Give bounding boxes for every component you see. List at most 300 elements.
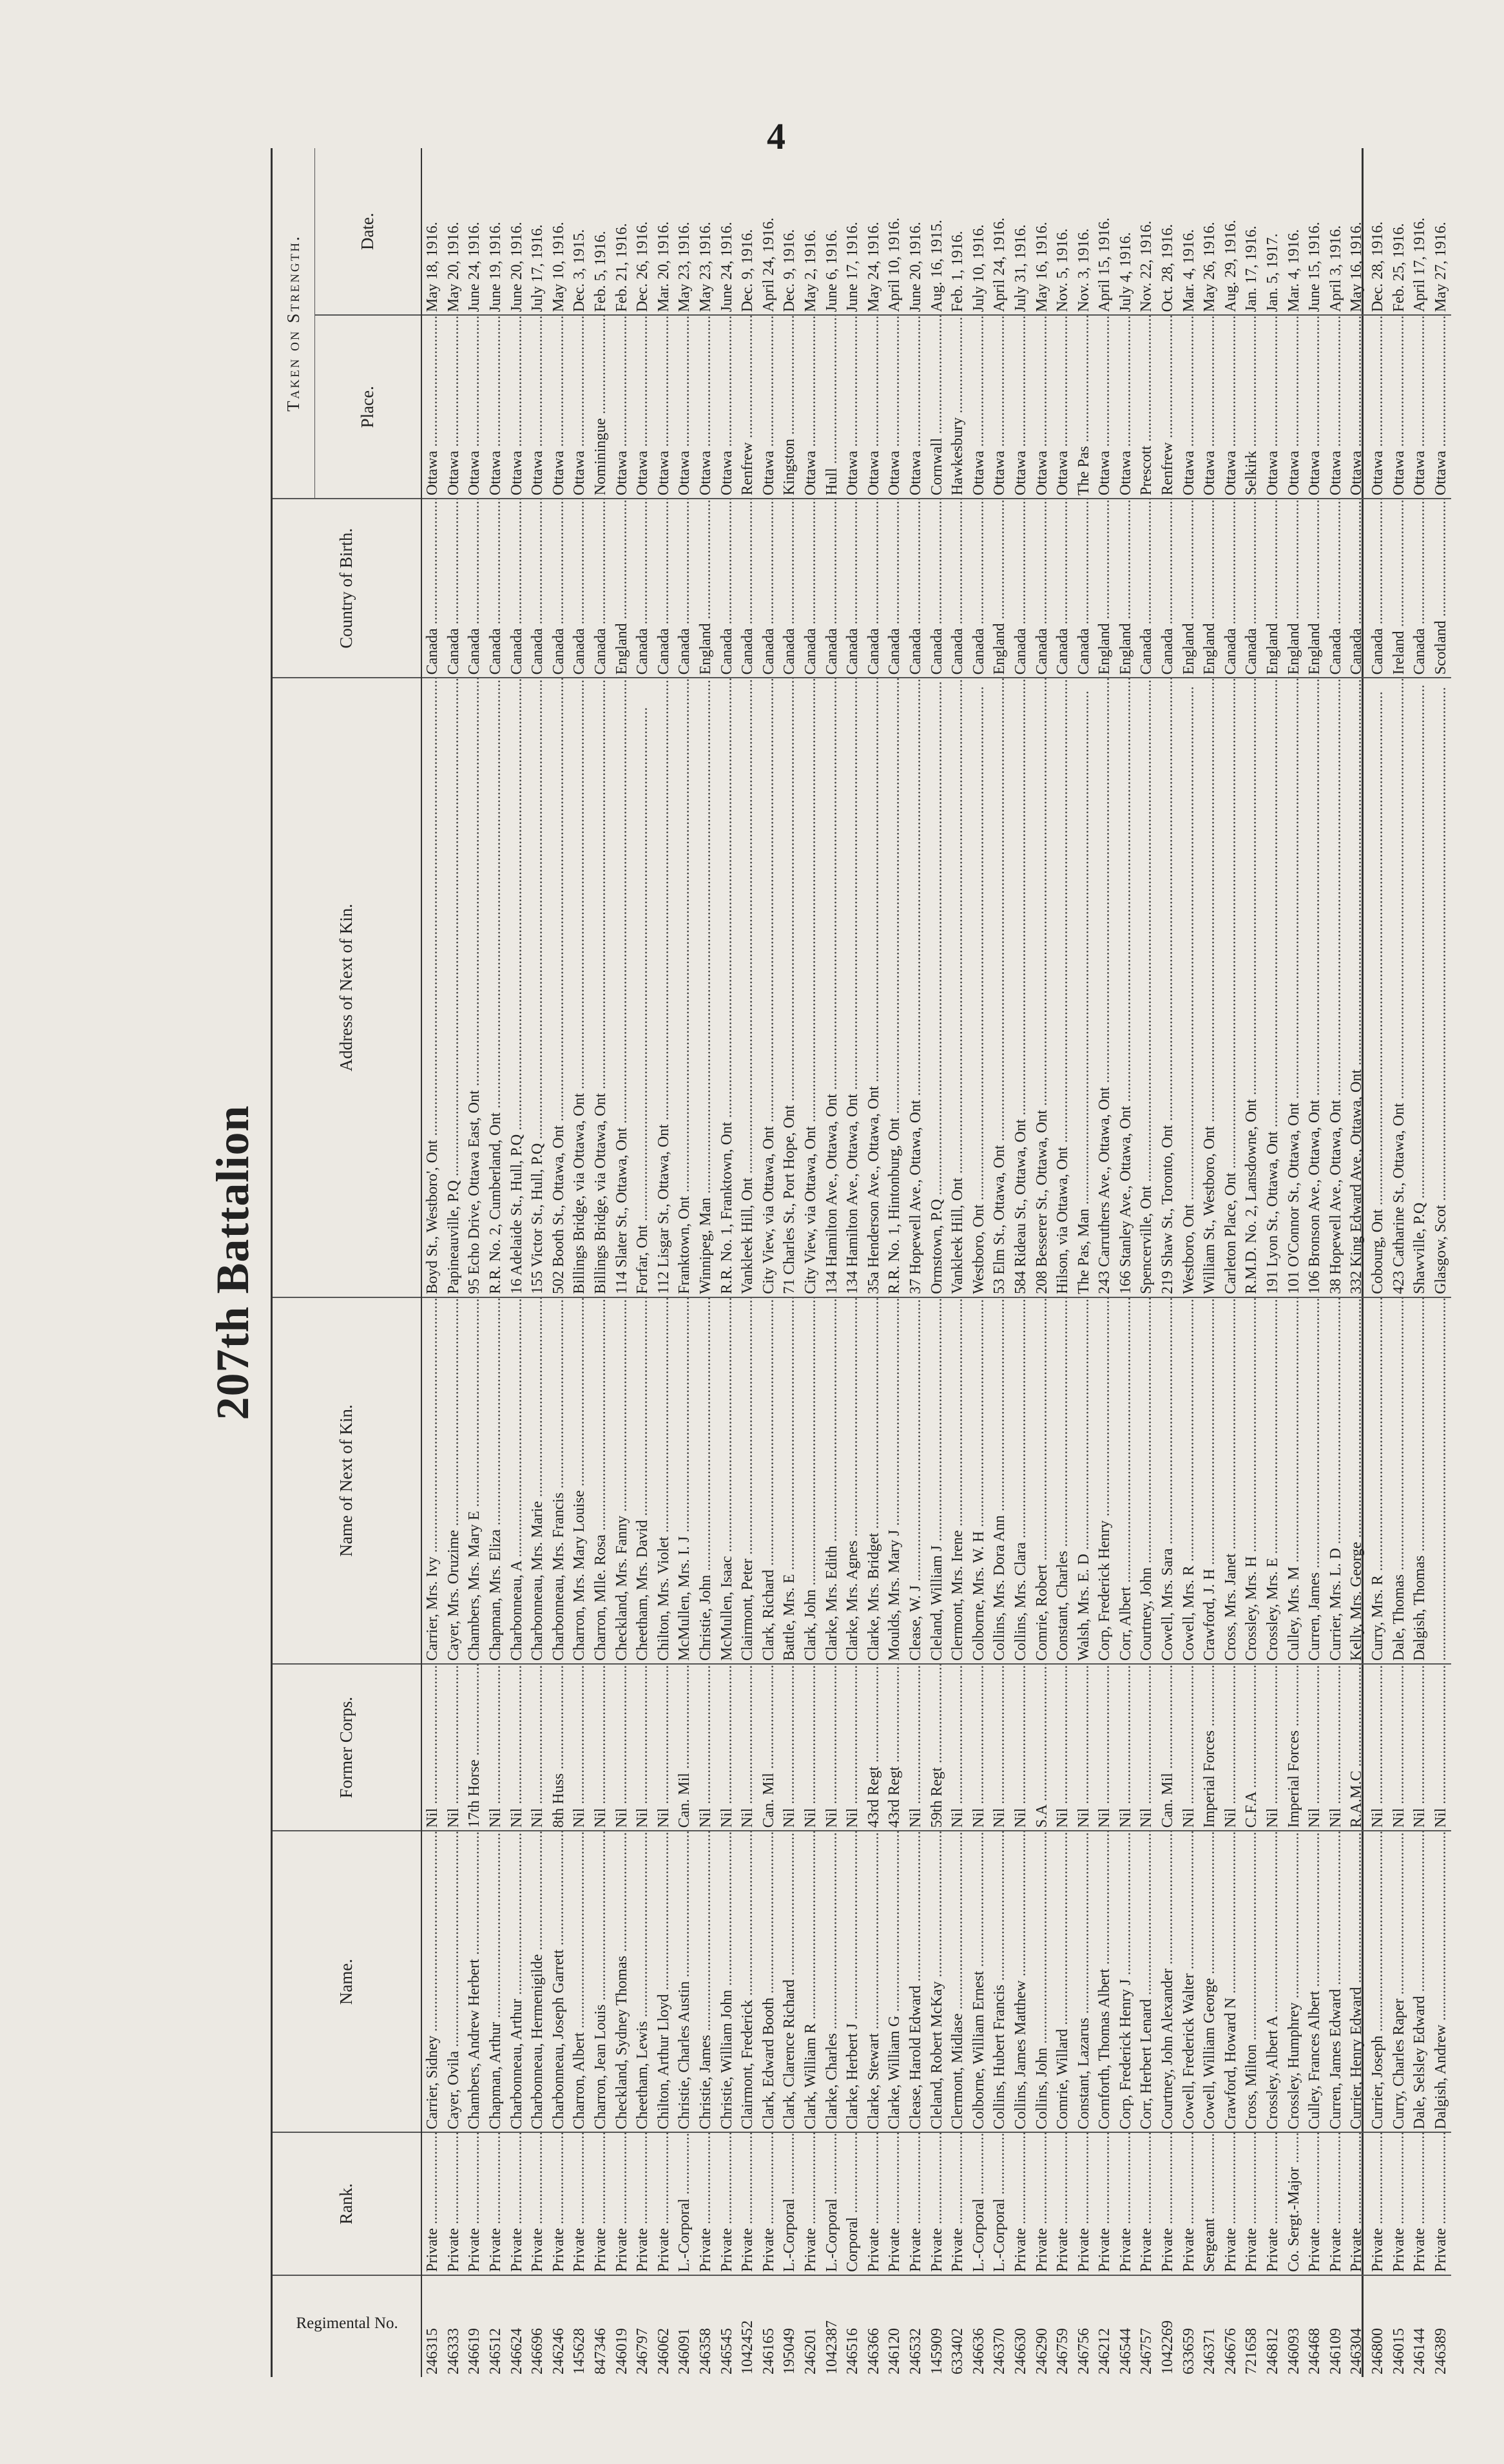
table-row bbox=[884, 148, 905, 2377]
cell-country: Canada ..... bbox=[884, 499, 905, 678]
cell-address: 114 Slater St., Ottawa, Ont ..... bbox=[611, 678, 632, 1297]
cell-place: Ottawa ..... bbox=[695, 315, 717, 499]
table-row bbox=[1304, 148, 1326, 2377]
cell-rank: Private ..... bbox=[758, 2133, 780, 2275]
cell-place: Ottawa ..... bbox=[1115, 315, 1137, 499]
header-date: Date. bbox=[315, 148, 421, 315]
cell-address: 191 Lyon St., Ottawa, Ont ..... bbox=[1262, 678, 1284, 1297]
cell-name: Comrie, Willard ..... bbox=[1052, 1831, 1074, 2132]
table-row bbox=[842, 148, 863, 2377]
cell-former-corps: 59th Regt ..... bbox=[926, 1664, 947, 1831]
cell-date: April 17, 1916. bbox=[1411, 217, 1429, 312]
cell-regimental-no: 246619 bbox=[464, 2275, 485, 2377]
cell-address: 106 Bronson Ave., Ottawa, Ont ..... bbox=[1304, 678, 1326, 1297]
cell-rank: Private ..... bbox=[884, 2133, 905, 2275]
cell-name: Collins, James Matthew ..... bbox=[1010, 1831, 1032, 2132]
cell-next-of-kin: Collins, Mrs. Clara ..... bbox=[1010, 1297, 1032, 1664]
cell-next-of-kin: Charbonneau, Mrs. Francis ..... bbox=[548, 1297, 570, 1664]
cell-regimental-no: 246091 bbox=[674, 2275, 695, 2377]
cell-former-corps: Imperial Forces ..... bbox=[1283, 1664, 1304, 1831]
cell-former-corps: Nil ..... bbox=[1367, 1664, 1389, 1831]
cell-address: 71 Charles St., Port Hope, Ont ..... bbox=[779, 678, 800, 1297]
cell-name: Chapman, Arthur ..... bbox=[485, 1831, 506, 2132]
cell-next-of-kin: Cowell, Mrs. Sara ..... bbox=[1157, 1297, 1179, 1664]
cell-address: Vankleek Hill, Ont ..... bbox=[737, 678, 758, 1297]
cell-rank: Private ..... bbox=[1178, 2133, 1199, 2275]
cell-date: June 17, 1916. bbox=[844, 222, 862, 312]
cell-rank: Private ..... bbox=[1220, 2133, 1242, 2275]
cell-date: May 27, 1916. bbox=[1432, 222, 1449, 312]
cell-place: Ottawa ..... bbox=[485, 315, 506, 499]
cell-date: July 31, 1916. bbox=[1012, 224, 1029, 312]
cell-former-corps: Nil ..... bbox=[1178, 1664, 1199, 1831]
header-regimental-no: Regimental No. bbox=[273, 2275, 421, 2377]
cell-address: Billings Bridge, via Ottawa, Ont ..... bbox=[569, 678, 590, 1297]
cell-address: 101 O'Connor St., Ottawa, Ont ..... bbox=[1283, 678, 1304, 1297]
cell-name: Clark, Edward Booth ..... bbox=[758, 1831, 780, 2132]
cell-regimental-no: 246696 bbox=[527, 2275, 548, 2377]
cell-former-corps: Nil ..... bbox=[506, 1664, 527, 1831]
cell-place: Ottawa ..... bbox=[800, 315, 822, 499]
cell-place: Nominingue ..... bbox=[590, 315, 612, 499]
cell-address: Westboro, Ont ..... bbox=[1178, 678, 1199, 1297]
cell-former-corps: Nil ..... bbox=[989, 1664, 1010, 1831]
cell-country: Ireland ..... bbox=[1388, 499, 1409, 678]
cell-country: Canada ..... bbox=[905, 499, 927, 678]
cell-address: Vankleek Hill, Ont ..... bbox=[947, 678, 969, 1297]
cell-name: Curry, Charles Raper ..... bbox=[1388, 1831, 1409, 2132]
cell-place: The Pas ..... bbox=[1073, 315, 1094, 499]
cell-name: Clarke, William G ..... bbox=[884, 1831, 905, 2132]
cell-address: Ormstown, P.Q ..... bbox=[926, 678, 947, 1297]
cell-address: 243 Carruthers Ave., Ottawa, Ont ..... bbox=[1094, 678, 1115, 1297]
cell-country: England ..... bbox=[1094, 499, 1115, 678]
cell-name: Courtney, John Alexander ..... bbox=[1157, 1831, 1179, 2132]
cell-date: May 2, 1916. bbox=[802, 229, 819, 312]
cell-name: Clark, Clarence Richard ..... bbox=[779, 1831, 800, 2132]
cell-date: June 24, 1916. bbox=[466, 222, 483, 312]
cell-name: Culley, Frances Albert ..... bbox=[1304, 1831, 1326, 2132]
cell-rank: Private ..... bbox=[527, 2133, 548, 2275]
cell-next-of-kin: Cayer, Mrs. Oruzime ..... bbox=[443, 1297, 465, 1664]
cell-date: April 10, 1916. bbox=[886, 217, 903, 312]
cell-former-corps: Nil ..... bbox=[1431, 1664, 1452, 1831]
cell-rank: L.-Corporal ..... bbox=[968, 2133, 989, 2275]
cell-date: May 26, 1916. bbox=[1201, 222, 1219, 312]
cell-place: Ottawa ..... bbox=[527, 315, 548, 499]
cell-rank: L.-Corporal ..... bbox=[821, 2133, 842, 2275]
roster-table bbox=[273, 148, 1451, 2377]
cell-country: Canada ..... bbox=[421, 499, 443, 678]
cell-country: Canada ..... bbox=[947, 499, 969, 678]
cell-place: Ottawa ..... bbox=[464, 315, 485, 499]
cell-regimental-no: 246304 bbox=[1346, 2275, 1367, 2377]
cell-country: Canada ..... bbox=[1157, 499, 1179, 678]
cell-country: Canada ..... bbox=[716, 499, 737, 678]
cell-name: Crossley, Humphrey ..... bbox=[1283, 1831, 1304, 2132]
cell-country: England ..... bbox=[989, 499, 1010, 678]
table-row bbox=[1157, 148, 1179, 2377]
cell-name: Charron, Albert ..... bbox=[569, 1831, 590, 2132]
table-row bbox=[947, 148, 969, 2377]
cell-place: Ottawa ..... bbox=[1326, 315, 1347, 499]
cell-former-corps: Nil ..... bbox=[632, 1664, 653, 1831]
cell-country: Canada ..... bbox=[632, 499, 653, 678]
cell-place: Ottawa ..... bbox=[968, 315, 989, 499]
cell-rank: Co. Sergt.-Major ..... bbox=[1283, 2133, 1304, 2275]
cell-rank: Private ..... bbox=[1241, 2133, 1262, 2275]
cell-next-of-kin: Battle, Mrs. E ..... bbox=[779, 1297, 800, 1664]
table-row bbox=[989, 148, 1010, 2377]
cell-country: Canada ..... bbox=[863, 499, 884, 678]
table-row bbox=[821, 148, 842, 2377]
cell-name: Christie, Charles Austin ..... bbox=[674, 1831, 695, 2132]
cell-country: England ..... bbox=[695, 499, 717, 678]
cell-regimental-no: 246759 bbox=[1052, 2275, 1074, 2377]
cell-rank: Private ..... bbox=[548, 2133, 570, 2275]
cell-address: City View, via Ottawa, Ont ..... bbox=[758, 678, 780, 1297]
cell-date: Jan. 17, 1916. bbox=[1243, 225, 1260, 312]
cell-name: Charbonneau, Hermenigilde ..... bbox=[527, 1831, 548, 2132]
cell-country: Canada ..... bbox=[1073, 499, 1094, 678]
cell-former-corps: Nil ..... bbox=[1052, 1664, 1074, 1831]
cell-country: Canada ..... bbox=[737, 499, 758, 678]
cell-country: Canada ..... bbox=[758, 499, 780, 678]
cell-rank: Private ..... bbox=[421, 2133, 443, 2275]
page-number: 4 bbox=[767, 115, 786, 157]
table-row bbox=[968, 148, 989, 2377]
cell-name: Corr, Herbert Lenard ..... bbox=[1136, 1831, 1157, 2132]
cell-regimental-no: 246797 bbox=[632, 2275, 653, 2377]
cell-former-corps: Nil ..... bbox=[1409, 1664, 1431, 1831]
cell-address: Franktown, Ont ..... bbox=[674, 678, 695, 1297]
cell-next-of-kin: Chambers, Mrs. Mary E ..... bbox=[464, 1297, 485, 1664]
cell-rank: Private ..... bbox=[1010, 2133, 1032, 2275]
cell-next-of-kin: Clark, John ..... bbox=[800, 1297, 822, 1664]
cell-former-corps: 17th Horse ..... bbox=[464, 1664, 485, 1831]
cell-place: Selkirk ..... bbox=[1241, 315, 1262, 499]
cell-rank: Private ..... bbox=[485, 2133, 506, 2275]
cell-name: Charbonneau, Joseph Garrett ..... bbox=[548, 1831, 570, 2132]
cell-country: Canada ..... bbox=[1220, 499, 1242, 678]
cell-regimental-no: 246212 bbox=[1094, 2275, 1115, 2377]
table-row bbox=[590, 148, 612, 2377]
cell-name: Crossley, Albert A ..... bbox=[1262, 1831, 1284, 2132]
table-row bbox=[800, 148, 822, 2377]
table-row bbox=[1199, 148, 1220, 2377]
cell-address: Glasgow, Scot ..... bbox=[1431, 678, 1452, 1297]
cell-country: Canada ..... bbox=[506, 499, 527, 678]
cell-country: Canada ..... bbox=[485, 499, 506, 678]
cell-former-corps: 8th Huss ..... bbox=[548, 1664, 570, 1831]
cell-name: Crawford, Howard N ..... bbox=[1220, 1831, 1242, 2132]
cell-regimental-no: 246093 bbox=[1283, 2275, 1304, 2377]
cell-next-of-kin: Dalgish, Thomas ..... bbox=[1409, 1297, 1431, 1664]
cell-date: Nov. 5, 1916. bbox=[1054, 228, 1072, 312]
cell-place: Hull ..... bbox=[821, 315, 842, 499]
cell-country: England ..... bbox=[1115, 499, 1137, 678]
cell-former-corps: Nil ..... bbox=[800, 1664, 822, 1831]
cell-former-corps: Nil ..... bbox=[1304, 1664, 1326, 1831]
cell-name: Clarke, Stewart ..... bbox=[863, 1831, 884, 2132]
cell-date: April 24, 1916. bbox=[991, 217, 1008, 312]
cell-place: Ottawa ..... bbox=[1178, 315, 1199, 499]
cell-regimental-no: 246333 bbox=[443, 2275, 465, 2377]
cell-date: May 10, 1916. bbox=[550, 222, 567, 312]
table-row bbox=[1388, 148, 1409, 2377]
cell-date: Nov. 3, 1916. bbox=[1075, 228, 1092, 312]
cell-date: June 6, 1916. bbox=[823, 229, 840, 312]
cell-rank: Private ..... bbox=[737, 2133, 758, 2275]
table-row bbox=[1136, 148, 1157, 2377]
cell-former-corps: Nil ..... bbox=[569, 1664, 590, 1831]
cell-address: 155 Victor St., Hull, P.Q ..... bbox=[527, 678, 548, 1297]
cell-date: Dec. 9, 1916. bbox=[739, 229, 757, 312]
page-title: 207th Battalion bbox=[207, 1105, 258, 1420]
cell-country: Canada ..... bbox=[674, 499, 695, 678]
cell-former-corps: Nil ..... bbox=[611, 1664, 632, 1831]
cell-rank: Private ..... bbox=[695, 2133, 717, 2275]
cell-rank: Private ..... bbox=[464, 2133, 485, 2275]
cell-address: Cobourg, Ont ..... bbox=[1367, 678, 1389, 1297]
cell-address: 134 Hamilton Ave., Ottawa, Ont ..... bbox=[842, 678, 863, 1297]
cell-country: Canada ..... bbox=[464, 499, 485, 678]
cell-regimental-no: 246676 bbox=[1220, 2275, 1242, 2377]
cell-former-corps: Can. Mil ..... bbox=[674, 1664, 695, 1831]
table-row bbox=[1367, 148, 1389, 2377]
cell-date: Dec. 9, 1916. bbox=[781, 229, 798, 312]
cell-rank: Private ..... bbox=[1262, 2133, 1284, 2275]
cell-next-of-kin: Cheetham, Mrs. David ..... bbox=[632, 1297, 653, 1664]
cell-next-of-kin: Cross, Mrs. Janet ..... bbox=[1220, 1297, 1242, 1664]
table-row bbox=[527, 148, 548, 2377]
cell-rank: Private ..... bbox=[1367, 2133, 1389, 2275]
cell-rank: Private ..... bbox=[632, 2133, 653, 2275]
cell-former-corps: Nil ..... bbox=[1326, 1664, 1347, 1831]
cell-country: Canada ..... bbox=[548, 499, 570, 678]
cell-name: Constant, Lazarus ..... bbox=[1073, 1831, 1094, 2132]
cell-name: Chambers, Andrew Herbert ..... bbox=[464, 1831, 485, 2132]
cell-next-of-kin: Colborne, Mrs. W. H ..... bbox=[968, 1297, 989, 1664]
cell-former-corps: Nil ..... bbox=[527, 1664, 548, 1831]
cell-next-of-kin: Corp, Frederick Henry ..... bbox=[1094, 1297, 1115, 1664]
cell-place: Ottawa ..... bbox=[1409, 315, 1431, 499]
cell-country: England ..... bbox=[1178, 499, 1199, 678]
cell-country: England ..... bbox=[1262, 499, 1284, 678]
cell-rank: Private ..... bbox=[1136, 2133, 1157, 2275]
cell-next-of-kin: Christie, John ..... bbox=[695, 1297, 717, 1664]
cell-regimental-no: 633659 bbox=[1178, 2275, 1199, 2377]
cell-regimental-no: 246144 bbox=[1409, 2275, 1431, 2377]
table-row bbox=[1031, 148, 1052, 2377]
cell-next-of-kin: Crossley, Mrs. E ..... bbox=[1262, 1297, 1284, 1664]
cell-country: Canada ..... bbox=[443, 499, 465, 678]
cell-rank: Private ..... bbox=[947, 2133, 969, 2275]
table-row bbox=[737, 148, 758, 2377]
cell-next-of-kin: McMullen, Isaac ..... bbox=[716, 1297, 737, 1664]
cell-next-of-kin bbox=[1431, 1297, 1452, 1664]
cell-rank: L.-Corporal ..... bbox=[779, 2133, 800, 2275]
cell-regimental-no: 246468 bbox=[1304, 2275, 1326, 2377]
cell-date: June 20, 1916. bbox=[508, 222, 525, 312]
cell-country: Canada ..... bbox=[821, 499, 842, 678]
cell-regimental-no: 721658 bbox=[1241, 2275, 1262, 2377]
cell-regimental-no: 246015 bbox=[1388, 2275, 1409, 2377]
cell-place: Ottawa ..... bbox=[842, 315, 863, 499]
cell-regimental-no: 246512 bbox=[485, 2275, 506, 2377]
header-name: Name. bbox=[273, 1831, 421, 2132]
cell-address: 16 Adelaide St., Hull, P.Q ..... bbox=[506, 678, 527, 1297]
cell-country: Canada ..... bbox=[569, 499, 590, 678]
table-row bbox=[1178, 148, 1199, 2377]
cell-next-of-kin: Charbonneau, Mrs. Marie ..... bbox=[527, 1297, 548, 1664]
cell-former-corps: Nil ..... bbox=[1073, 1664, 1094, 1831]
cell-place: Ottawa ..... bbox=[1031, 315, 1052, 499]
cell-address: 134 Hamilton Ave., Ottawa, Ont ..... bbox=[821, 678, 842, 1297]
cell-next-of-kin: Kelly, Mrs. George ..... bbox=[1346, 1297, 1367, 1664]
cell-country: Canada ..... bbox=[779, 499, 800, 678]
cell-regimental-no: 1042269 bbox=[1157, 2275, 1179, 2377]
cell-name: Curren, James Edward ..... bbox=[1326, 1831, 1347, 2132]
cell-next-of-kin: Curren, James ..... bbox=[1304, 1297, 1326, 1664]
cell-next-of-kin: Clark, Richard ..... bbox=[758, 1297, 780, 1664]
cell-name: Charbonneau, Arthur ..... bbox=[506, 1831, 527, 2132]
cell-date: Mar. 4, 1916. bbox=[1180, 229, 1197, 312]
cell-regimental-no: 246389 bbox=[1431, 2275, 1452, 2377]
cell-country: Canada ..... bbox=[1031, 499, 1052, 678]
cell-next-of-kin: McMullen, Mrs. I. J ..... bbox=[674, 1297, 695, 1664]
cell-regimental-no: 246366 bbox=[863, 2275, 884, 2377]
rotated-table-region bbox=[206, 148, 1449, 2377]
cell-place: Ottawa ..... bbox=[1094, 315, 1115, 499]
cell-next-of-kin: Chilton, Mrs. Violet ..... bbox=[653, 1297, 675, 1664]
cell-name: Cowell, Frederick Walter ..... bbox=[1178, 1831, 1199, 2132]
cell-place: Ottawa ..... bbox=[1010, 315, 1032, 499]
cell-former-corps: Nil ..... bbox=[653, 1664, 675, 1831]
cell-name: Cayer, Ovila ..... bbox=[443, 1831, 465, 2132]
table-row bbox=[1409, 148, 1431, 2377]
cell-former-corps: Nil ..... bbox=[737, 1664, 758, 1831]
cell-date: Aug. 29, 1916. bbox=[1222, 220, 1239, 312]
cell-name: Checkland, Sydney Thomas ..... bbox=[611, 1831, 632, 2132]
cell-place: Ottawa ..... bbox=[674, 315, 695, 499]
cell-regimental-no: 633402 bbox=[947, 2275, 969, 2377]
cell-regimental-no: 847346 bbox=[590, 2275, 612, 2377]
table-row bbox=[863, 148, 884, 2377]
cell-next-of-kin: Clairmont, Peter ..... bbox=[737, 1297, 758, 1664]
cell-rank: Private ..... bbox=[1052, 2133, 1074, 2275]
cell-address: R.R. No. 1, Hintonburg, Ont ..... bbox=[884, 678, 905, 1297]
cell-next-of-kin: Cowell, Mrs. R ..... bbox=[1178, 1297, 1199, 1664]
cell-former-corps: Nil ..... bbox=[821, 1664, 842, 1831]
table-row bbox=[1220, 148, 1242, 2377]
cell-next-of-kin: Walsh, Mrs. E. D ..... bbox=[1073, 1297, 1094, 1664]
cell-regimental-no: 1042452 bbox=[737, 2275, 758, 2377]
table-row bbox=[674, 148, 695, 2377]
cell-former-corps: Nil ..... bbox=[695, 1664, 717, 1831]
cell-date: Oct. 28, 1916. bbox=[1159, 224, 1177, 312]
cell-regimental-no: 246624 bbox=[506, 2275, 527, 2377]
cell-date: Aug. 16, 1915. bbox=[928, 220, 945, 312]
cell-next-of-kin: Chapman, Mrs. Eliza ..... bbox=[485, 1297, 506, 1664]
cell-country: Canada ..... bbox=[527, 499, 548, 678]
cell-regimental-no: 246358 bbox=[695, 2275, 717, 2377]
cell-regimental-no: 246532 bbox=[905, 2275, 927, 2377]
cell-address: Billings Bridge, via Ottawa, Ont ..... bbox=[590, 678, 612, 1297]
header-place: Place. bbox=[315, 315, 421, 499]
cell-regimental-no: 246120 bbox=[884, 2275, 905, 2377]
cell-place: Prescott ..... bbox=[1136, 315, 1157, 499]
cell-regimental-no: 246290 bbox=[1031, 2275, 1052, 2377]
cell-next-of-kin: Courtney, John ..... bbox=[1136, 1297, 1157, 1664]
cell-regimental-no: 246812 bbox=[1262, 2275, 1284, 2377]
cell-place: Ottawa ..... bbox=[1052, 315, 1074, 499]
cell-rank: Private ..... bbox=[1326, 2133, 1347, 2275]
cell-name: Clermont, Midlase ..... bbox=[947, 1831, 969, 2132]
cell-place: Ottawa ..... bbox=[716, 315, 737, 499]
cell-place: Renfrew ..... bbox=[1157, 315, 1179, 499]
cell-next-of-kin: Clarke, Mrs. Bridget ..... bbox=[863, 1297, 884, 1664]
cell-address: 423 Catharine St., Ottawa, Ont ..... bbox=[1388, 678, 1409, 1297]
cell-rank: Private ..... bbox=[1388, 2133, 1409, 2275]
cell-place: Ottawa ..... bbox=[1346, 315, 1367, 499]
cell-date: May 20, 1916. bbox=[445, 222, 462, 312]
cell-date: Dec. 3, 1915. bbox=[571, 229, 588, 312]
table-row bbox=[1052, 148, 1074, 2377]
cell-name: Clarke, Herbert J ..... bbox=[842, 1831, 863, 2132]
cell-rank: Private ..... bbox=[863, 2133, 884, 2275]
cell-place: Hawkesbury ..... bbox=[947, 315, 969, 499]
cell-place: Cornwall ..... bbox=[926, 315, 947, 499]
cell-former-corps: Nil ..... bbox=[1010, 1664, 1032, 1831]
cell-former-corps: Nil ..... bbox=[905, 1664, 927, 1831]
cell-date: Feb. 25, 1916. bbox=[1390, 223, 1407, 312]
cell-former-corps: Nil ..... bbox=[716, 1664, 737, 1831]
cell-former-corps: Nil ..... bbox=[779, 1664, 800, 1831]
table-row bbox=[1346, 148, 1367, 2377]
cell-former-corps: Nil ..... bbox=[1220, 1664, 1242, 1831]
cell-date: Nov. 22, 1916. bbox=[1138, 220, 1155, 312]
cell-address: 38 Hopewell Ave., Ottawa, Ont ..... bbox=[1326, 678, 1347, 1297]
cell-next-of-kin: Culley, Mrs. M ..... bbox=[1283, 1297, 1304, 1664]
table-row bbox=[926, 148, 947, 2377]
table-row bbox=[548, 148, 570, 2377]
cell-next-of-kin: Moulds, Mrs. Mary J ..... bbox=[884, 1297, 905, 1664]
cell-regimental-no: 246370 bbox=[989, 2275, 1010, 2377]
cell-regimental-no: 246757 bbox=[1136, 2275, 1157, 2377]
cell-place: Ottawa ..... bbox=[1262, 315, 1284, 499]
cell-address: 584 Rideau St., Ottawa, Ont ..... bbox=[1010, 678, 1032, 1297]
cell-next-of-kin: Clarke, Mrs. Agnes ..... bbox=[842, 1297, 863, 1664]
table-row bbox=[1262, 148, 1284, 2377]
cell-name: Charron, Jean Louis ..... bbox=[590, 1831, 612, 2132]
cell-place: Ottawa ..... bbox=[443, 315, 465, 499]
cell-address: 53 Elm St., Ottawa, Ont ..... bbox=[989, 678, 1010, 1297]
cell-address: 208 Besserer St., Ottawa, Ont ..... bbox=[1031, 678, 1052, 1297]
cell-place: Ottawa ..... bbox=[1283, 315, 1304, 499]
cell-rank: Private ..... bbox=[443, 2133, 465, 2275]
cell-former-corps: Imperial Forces ..... bbox=[1199, 1664, 1220, 1831]
cell-place: Ottawa ..... bbox=[758, 315, 780, 499]
cell-country: Canada ..... bbox=[1326, 499, 1347, 678]
cell-former-corps: Nil ..... bbox=[1262, 1664, 1284, 1831]
cell-date: Mar. 4, 1916. bbox=[1285, 229, 1302, 312]
cell-date: Feb. 1, 1916. bbox=[949, 231, 967, 312]
cell-former-corps: Can. Mil ..... bbox=[1157, 1664, 1179, 1831]
cell-former-corps: Nil ..... bbox=[485, 1664, 506, 1831]
cell-address: Winnipeg, Man ..... bbox=[695, 678, 717, 1297]
cell-next-of-kin: Collins, Mrs. Dora Ann ..... bbox=[989, 1297, 1010, 1664]
